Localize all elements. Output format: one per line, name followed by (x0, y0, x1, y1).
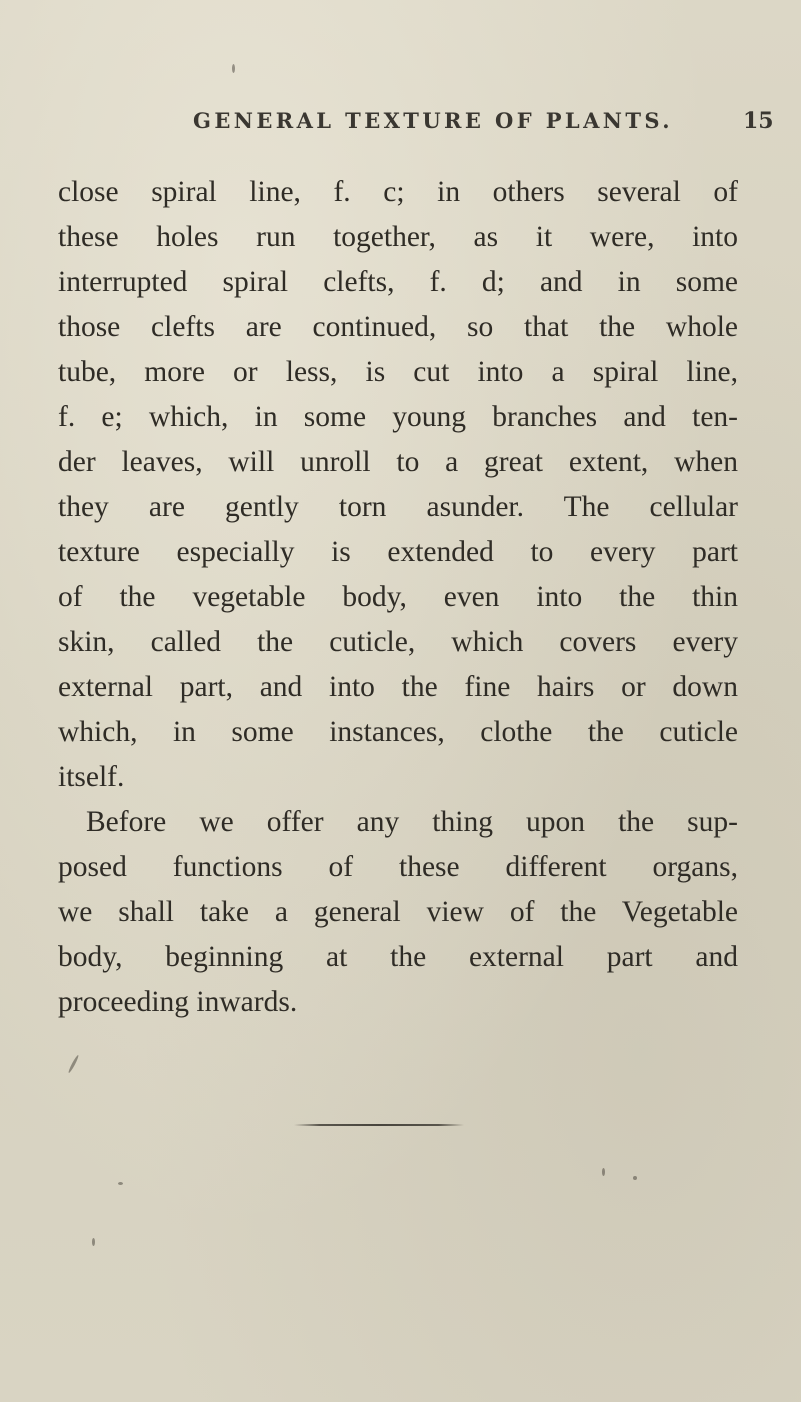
paper-speck (92, 1238, 95, 1246)
text-line: these holes run together, as it were, into (58, 221, 738, 253)
text-line: they are gently torn asunder. The cellular (58, 491, 738, 523)
paper-speck (602, 1168, 605, 1176)
running-head (0, 108, 801, 148)
text-line: posed functions of these different organs, (58, 851, 738, 883)
paper-speck (67, 1054, 79, 1073)
text-line: tube, more or less, is cut into a spiral line, (58, 356, 738, 388)
text-line: external part, and into the fine hairs or down (58, 671, 738, 703)
paper-speck (232, 64, 235, 73)
text-line: texture especially is extended to every part (58, 536, 738, 568)
text-line: those clefts are continued, so that the whole (58, 311, 738, 343)
text-line: body, beginning at the external part and (58, 941, 738, 973)
page-number: 15 (743, 108, 774, 134)
text-line: of the vegetable body, even into the thin (58, 581, 738, 613)
running-title: GENERAL TEXTURE OF PLANTS. (193, 108, 673, 133)
paper-speck (633, 1176, 637, 1180)
text-line: interrupted spiral clefts, f. d; and in some (58, 266, 738, 298)
text-line: f. e; which, in some young branches and ten- (58, 401, 738, 433)
section-divider-rule (294, 1124, 464, 1126)
text-line: close spiral line, f. c; in others several of (58, 176, 738, 208)
body-text (58, 170, 738, 1025)
paper-speck (118, 1182, 123, 1185)
text-line: itself. (58, 761, 125, 793)
paragraph-start-line: Before we offer any thing upon the sup- (86, 806, 738, 838)
text-line: skin, called the cuticle, which covers every (58, 626, 738, 658)
text-line: proceeding inwards. (58, 986, 298, 1018)
text-line: we shall take a general view of the Vegetable (58, 896, 738, 928)
text-line: which, in some instances, clothe the cuticle (58, 716, 738, 748)
text-line: der leaves, will unroll to a great extent, when (58, 446, 738, 478)
